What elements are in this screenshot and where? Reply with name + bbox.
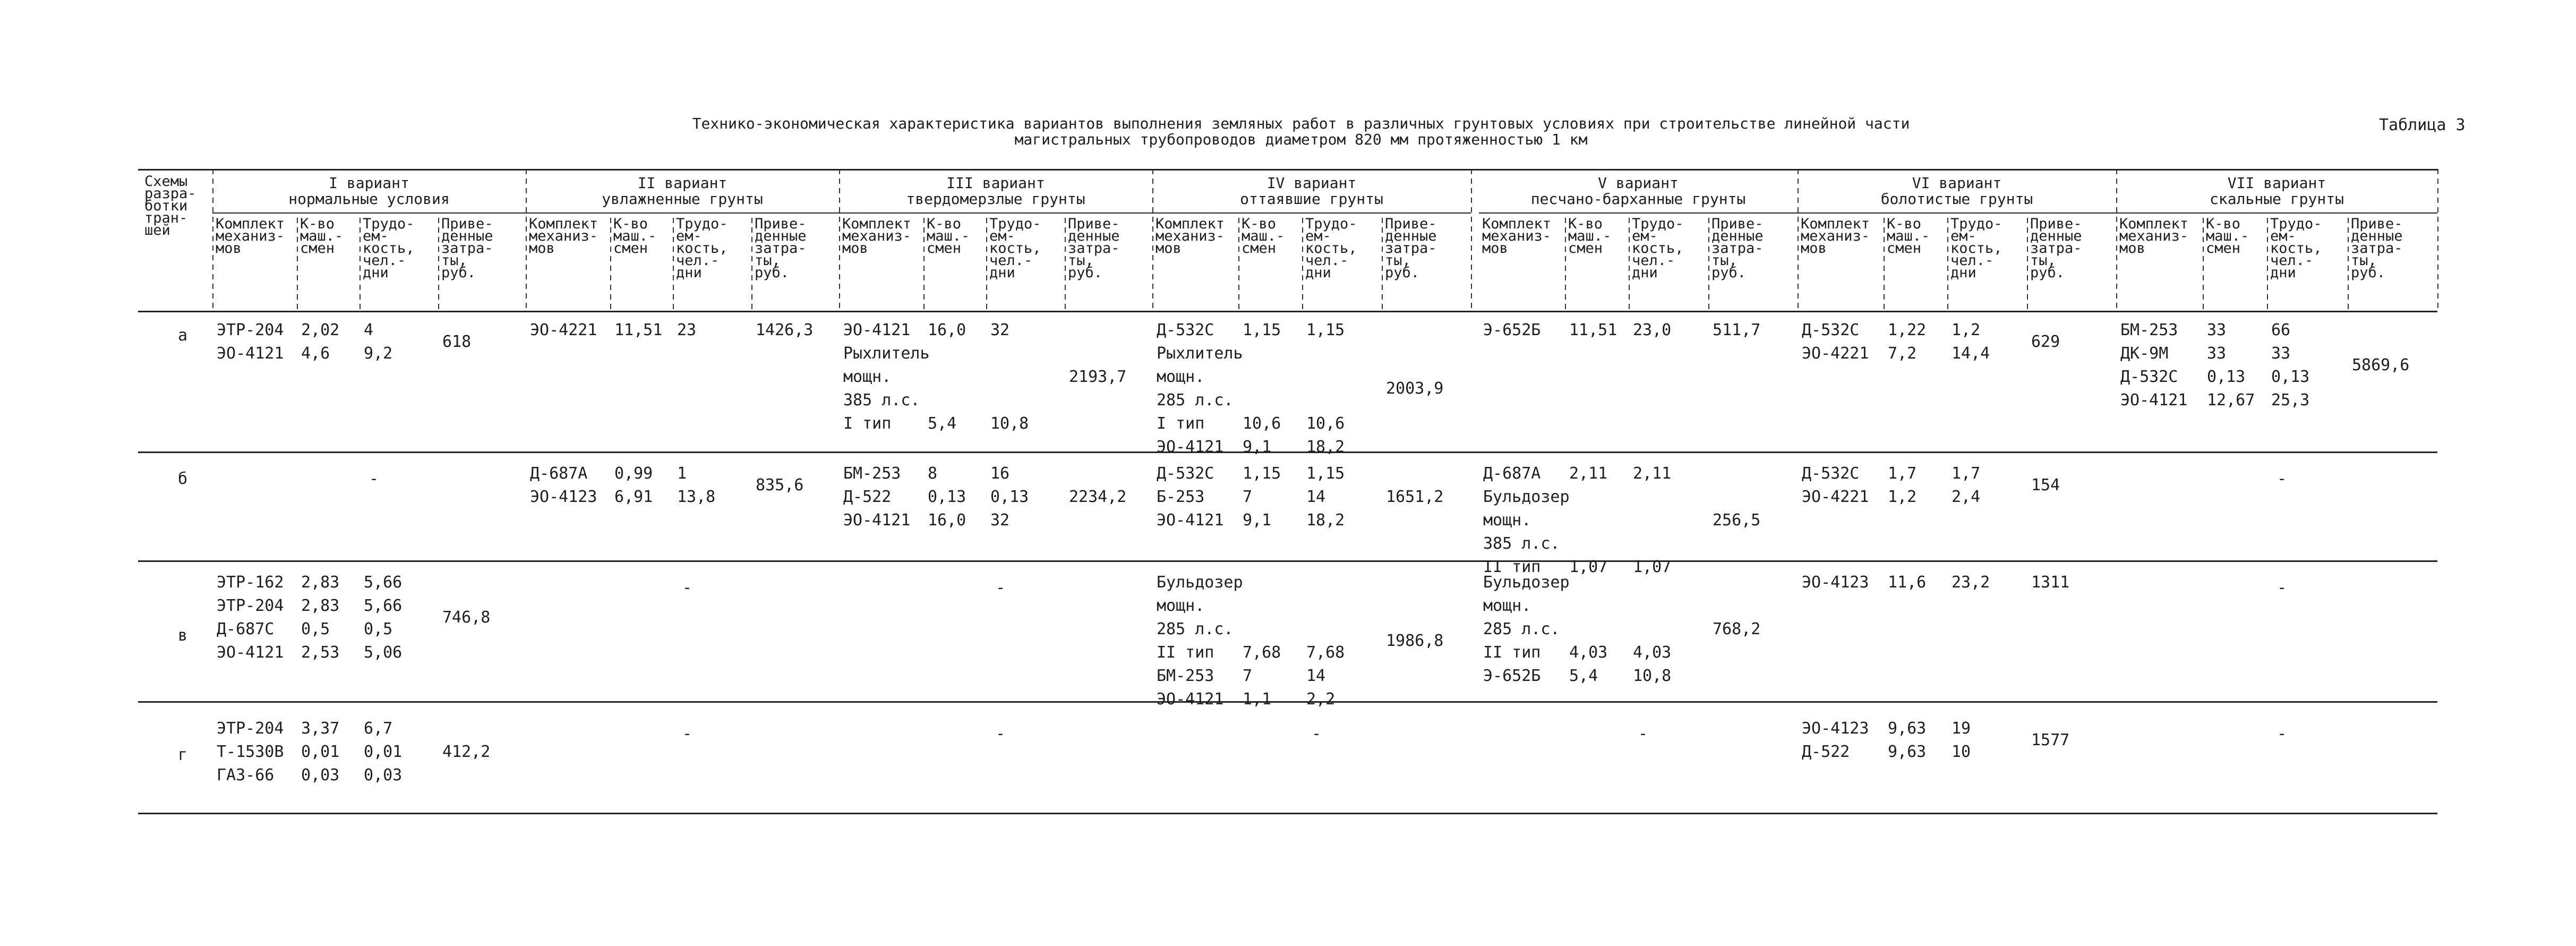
- mechanism-set: Д-532С ЭО-4221: [1802, 321, 1869, 363]
- subcol-vline-1-1: [297, 218, 298, 311]
- mechanism-set: Д-687А ЭО-4123: [530, 464, 597, 506]
- row-rule-2: [138, 560, 2437, 562]
- subheader-trudo: Трудо- ем- кость, чел.- дни: [676, 216, 728, 281]
- group-subheader-rule-2: [526, 212, 839, 214]
- subheader-trudo: Трудо- ем- кость, чел.- дни: [1305, 216, 1357, 281]
- reduced-costs: 1426,3: [756, 321, 814, 339]
- subheader-trudo: Трудо- ем- кость, чел.- дни: [1632, 216, 1684, 281]
- empty-cell-dash: -: [2277, 725, 2287, 743]
- subheader-komplekt: Комплект механиз- мов: [529, 216, 598, 257]
- machine-shifts: 8 0,13 16,0: [928, 464, 966, 530]
- labor-intensity: 4 9,2: [364, 321, 393, 363]
- group-subheader-rule-3: [839, 212, 1152, 214]
- reduced-costs: 746,8: [442, 608, 491, 627]
- subcol-vline-4-2: [1302, 218, 1303, 311]
- subcol-vline-1-3: [438, 218, 439, 311]
- subheader-prived: Приве- денные затра- ты, руб.: [2351, 216, 2403, 281]
- subcol-vline-6-2: [1947, 218, 1948, 311]
- subcol-vline-6-1: [1884, 218, 1885, 311]
- group-vline-7: [2437, 169, 2438, 311]
- empty-cell-dash: -: [369, 470, 379, 488]
- labor-intensity: 23,2: [1952, 573, 1990, 592]
- mechanism-set: ЭТР-204 ЭО-4121: [217, 321, 284, 363]
- mechanism-set: БМ-253 Д-522 ЭО-4121: [843, 464, 911, 530]
- subheader-prived: Приве- денные затра- ты, руб.: [755, 216, 807, 281]
- subcol-vline-7-1: [2203, 218, 2204, 311]
- machine-shifts: 7,68 7 1,1: [1243, 643, 1281, 709]
- variant-name: скальные грунты: [2210, 190, 2344, 208]
- empty-cell-dash: -: [1638, 725, 1648, 743]
- mechanism-set: БМ-253 ДК-9М Д-532С ЭО-4121: [2120, 321, 2188, 410]
- reduced-costs: 618: [442, 333, 472, 351]
- labor-intensity: 7,68 14 2,2: [1306, 643, 1345, 709]
- reduced-costs: 2003,9: [1386, 379, 1444, 398]
- table-title: [531, 116, 2071, 148]
- variant-name: болотистые грунты: [1880, 190, 2033, 208]
- group-subheader-rule-1: [212, 212, 526, 214]
- empty-cell-dash: -: [1312, 725, 1322, 743]
- subcol-vline-7-3: [2348, 218, 2349, 311]
- machine-shifts: 11,6: [1888, 573, 1927, 592]
- variant-name: твердомерзлые грунты: [906, 190, 1085, 208]
- reduced-costs: 511,7: [1713, 321, 1761, 339]
- labor-intensity: 16 0,13 32: [990, 464, 1029, 530]
- labor-intensity: 23: [677, 321, 697, 339]
- group-vline-4: [1471, 169, 1472, 311]
- labor-intensity: 66 33 0,13 25,3: [2271, 321, 2310, 410]
- labor-intensity: 5,66 5,66 0,5 5,06: [364, 573, 403, 662]
- subcol-vline-2-1: [610, 218, 611, 311]
- variant-name: песчано-барханные грунты: [1530, 190, 1746, 208]
- variant-name: нормальные условия: [288, 190, 450, 208]
- machine-shifts: 9,63 9,63: [1888, 719, 1927, 761]
- variant-header-3: [839, 175, 1152, 207]
- variant-number: II вариант: [637, 174, 728, 192]
- header-bottom-rule: [138, 311, 2437, 312]
- subheader-komplekt: Комплект механиз- мов: [1156, 216, 1225, 257]
- labor-intensity: 4,03 10,8: [1633, 643, 1672, 685]
- reduced-costs: 2234,2: [1069, 488, 1127, 506]
- reduced-costs: 2193,7: [1069, 368, 1127, 386]
- variant-number: IV вариант: [1266, 174, 1357, 192]
- machine-shifts: 1,15 10,6 9,1: [1243, 321, 1281, 456]
- machine-shifts: 2,11 1,07: [1569, 464, 1608, 576]
- mechanism-set: ЭО-4221: [530, 321, 597, 339]
- row-label: а: [178, 326, 188, 345]
- variant-name: увлажненные грунты: [602, 190, 763, 208]
- reduced-costs: 1311: [2031, 573, 2070, 592]
- reduced-costs: 154: [2031, 476, 2060, 495]
- subheader-komplekt: Комплект механиз- мов: [2119, 216, 2189, 257]
- mechanism-set: Бульдозер мощн. 285 л.с. II тип БМ-253 ЭО-4121: [1157, 573, 1243, 709]
- labor-intensity: 19 10: [1952, 719, 1971, 761]
- subcol-vline-3-3: [1065, 218, 1066, 311]
- subheader-komplekt: Комплект механиз- мов: [1482, 216, 1552, 257]
- subcol-vline-6-3: [2027, 218, 2028, 311]
- row-rule-1: [138, 451, 2437, 453]
- group-subheader-rule-7: [2116, 212, 2437, 214]
- subheader-trudo: Трудо- ем- кость, чел.- дни: [363, 216, 415, 281]
- labor-intensity: 1,7 2,4: [1952, 464, 1981, 506]
- reduced-costs: 1986,8: [1386, 632, 1444, 650]
- reduced-costs: 5869,6: [2352, 356, 2410, 374]
- empty-cell-dash: -: [682, 725, 692, 743]
- empty-cell-dash: -: [2277, 470, 2287, 488]
- variant-header-6: [1798, 175, 2116, 207]
- machine-shifts: 2,83 2,83 0,5 2,53: [301, 573, 340, 662]
- reduced-costs: 629: [2031, 333, 2060, 351]
- reduced-costs: 768,2: [1713, 620, 1761, 638]
- empty-cell-dash: -: [996, 578, 1006, 597]
- subheader-komplekt: Комплект механиз- мов: [842, 216, 912, 257]
- subcol-vline-5-3: [1708, 218, 1709, 311]
- subheader-prived: Приве- денные затра- ты, руб.: [1068, 216, 1120, 281]
- labor-intensity: 1,2 14,4: [1952, 321, 1990, 363]
- variant-number: I вариант: [329, 174, 409, 192]
- mechanism-set: ЭО-4123: [1802, 573, 1869, 592]
- subcol-vline-7-2: [2267, 218, 2268, 311]
- variant-number: V вариант: [1598, 174, 1679, 192]
- row-label: г: [178, 746, 188, 764]
- subcol-vline-2-3: [751, 218, 752, 311]
- variant-header-7: [2116, 175, 2437, 207]
- subheader-kvo: К-во маш.- смен: [1568, 216, 1612, 257]
- group-subheader-rule-5: [1479, 212, 1798, 214]
- empty-cell-dash: -: [2277, 578, 2287, 597]
- group-subheader-rule-4: [1152, 212, 1471, 214]
- subheader-kvo: К-во маш.- смен: [1242, 216, 1285, 257]
- subcol-vline-5-1: [1565, 218, 1566, 311]
- variant-header-4: [1152, 175, 1471, 207]
- subheader-trudo: Трудо- ем- кость, чел.- дни: [1950, 216, 2002, 281]
- subheader-kvo: К-во маш.- смен: [2206, 216, 2249, 257]
- mechanism-set: Д-532С Б-253 ЭО-4121: [1157, 464, 1224, 530]
- title-line-2: магистральных трубопроводов диаметром 820 мм протяженностью 1 км: [1014, 131, 1588, 148]
- reduced-costs: 1651,2: [1386, 488, 1444, 506]
- subheader-kvo: К-во маш.- смен: [1887, 216, 1930, 257]
- labor-intensity: 1,15 14 18,2: [1306, 464, 1345, 530]
- subcol-vline-3-1: [923, 218, 925, 311]
- reduced-costs: 835,6: [756, 476, 804, 495]
- table-number: Таблица 3: [2379, 116, 2466, 134]
- machine-shifts: 1,7 1,2: [1888, 464, 1917, 506]
- variant-header-1: [212, 175, 526, 207]
- subheader-trudo: Трудо- ем- кость, чел.- дни: [989, 216, 1041, 281]
- reduced-costs: 1577: [2031, 731, 2070, 749]
- variant-header-2: [526, 175, 839, 207]
- reduced-costs: 412,2: [442, 743, 491, 761]
- machine-shifts: 2,02 4,6: [301, 321, 340, 363]
- mechanism-set: ЭО-4123 Д-522: [1802, 719, 1869, 761]
- machine-shifts: 33 33 0,13 12,67: [2207, 321, 2255, 410]
- subcol-vline-2-2: [673, 218, 674, 311]
- machine-shifts: 16,0 5,4: [928, 321, 966, 433]
- subheader-prived: Приве- денные затра- ты, руб.: [1385, 216, 1437, 281]
- subcol-vline-1-2: [360, 218, 361, 311]
- subcol-vline-5-2: [1629, 218, 1630, 311]
- subheader-kvo: К-во маш.- смен: [613, 216, 657, 257]
- subcol-vline-4-1: [1238, 218, 1239, 311]
- mechanism-set: ЭО-4121 Рыхлитель мощн. 385 л.с. I тип: [843, 321, 930, 433]
- subheader-komplekt: Комплект механиз- мов: [216, 216, 285, 257]
- labor-intensity: 2,11 1,07: [1633, 464, 1672, 576]
- machine-shifts: 11,51: [614, 321, 663, 339]
- machine-shifts: 1,22 7,2: [1888, 321, 1927, 363]
- mechanism-set: Э-652Б: [1483, 321, 1541, 339]
- subheader-komplekt: Комплект механиз- мов: [1801, 216, 1870, 257]
- group-subheader-rule-6: [1798, 212, 2116, 214]
- header-top-rule: [138, 169, 2437, 171]
- variant-number: VII вариант: [2227, 174, 2326, 192]
- machine-shifts: 3,37 0,01 0,03: [301, 719, 340, 785]
- mechanism-set: Бульдозер мощн. 285 л.с. II тип Э-652Б: [1483, 573, 1570, 685]
- schemes-column-header: Схемы разра- ботки тран- шей: [144, 173, 196, 238]
- subcol-vline-4-3: [1382, 218, 1383, 311]
- mechanism-set: Д-532С ЭО-4221: [1802, 464, 1869, 506]
- row-rule-4: [138, 813, 2437, 814]
- subheader-prived: Приве- денные затра- ты, руб.: [441, 216, 493, 281]
- machine-shifts: 11,51: [1569, 321, 1618, 339]
- subheader-kvo: К-во маш.- смен: [300, 216, 344, 257]
- variant-number: III вариант: [946, 174, 1045, 192]
- variant-name: оттаявшие грунты: [1240, 190, 1383, 208]
- subheader-trudo: Трудо- ем- кость, чел.- дни: [2270, 216, 2322, 281]
- subheader-kvo: К-во маш.- смен: [927, 216, 970, 257]
- row-label: б: [178, 470, 188, 488]
- reduced-costs: 256,5: [1713, 511, 1761, 530]
- labor-intensity: 6,7 0,01 0,03: [364, 719, 403, 785]
- mechanism-set: Д-532С Рыхлитель мощн. 285 л.с. I тип ЭО-4121: [1157, 321, 1243, 456]
- mechanism-set: Д-687А Бульдозер мощн. 385 л.с. II тип: [1483, 464, 1570, 576]
- variant-header-5: [1479, 175, 1798, 207]
- variant-number: VI вариант: [1912, 174, 2002, 192]
- mechanism-set: ЭТР-204 Т-1530В ГАЗ-66: [217, 719, 284, 785]
- machine-shifts: 1,15 7 9,1: [1243, 464, 1281, 530]
- row-label: в: [178, 626, 188, 645]
- subcol-vline-3-2: [986, 218, 987, 311]
- subheader-prived: Приве- денные затра- ты, руб.: [1711, 216, 1764, 281]
- labor-intensity: 1 13,8: [677, 464, 716, 506]
- labor-intensity: 1,15 10,6 18,2: [1306, 321, 1345, 456]
- labor-intensity: 32 10,8: [990, 321, 1029, 433]
- machine-shifts: 4,03 5,4: [1569, 643, 1608, 685]
- empty-cell-dash: -: [996, 725, 1006, 743]
- subheader-prived: Приве- денные затра- ты, руб.: [2030, 216, 2082, 281]
- mechanism-set: ЭТР-162 ЭТР-204 Д-687С ЭО-4121: [217, 573, 284, 662]
- row-rule-3: [138, 701, 2437, 703]
- title-line-1: Технико-экономическая характеристика вариантов выполнения земляных работ в различных грунтовых условиях при строительстве линейной части: [692, 115, 1910, 132]
- labor-intensity: 23,0: [1633, 321, 1672, 339]
- empty-cell-dash: -: [682, 578, 692, 597]
- machine-shifts: 0,99 6,91: [614, 464, 653, 506]
